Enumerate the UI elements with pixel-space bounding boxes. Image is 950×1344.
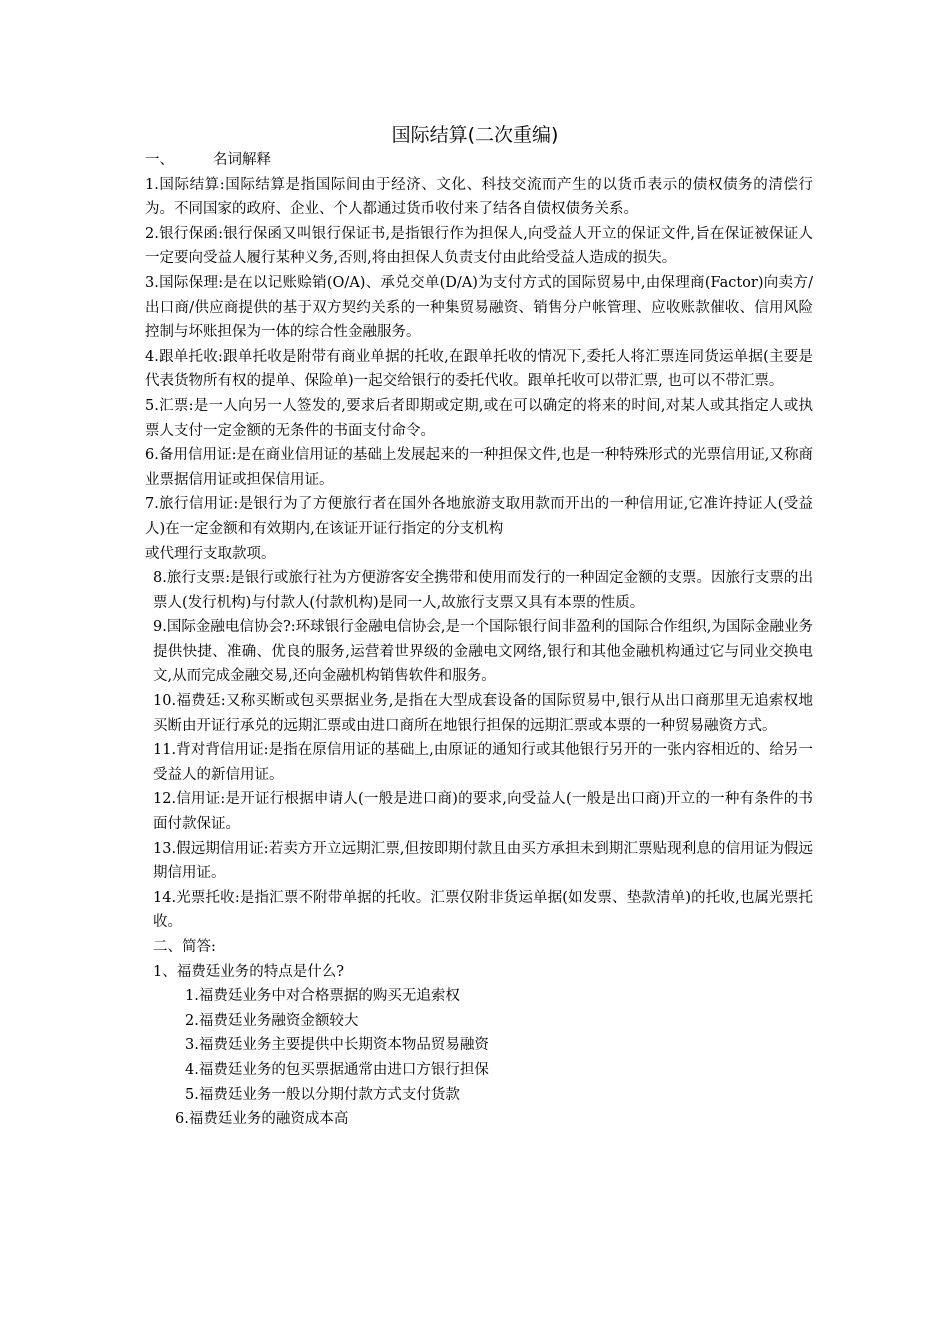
section-label: 名词解释 <box>213 152 271 168</box>
term-paragraph: 3.国际保理:是在以记账赊销(O/A)、承兑交单(D/A)为支付方式的国际贸易中,由保理商(Factor)向卖方/出口商/供应商提供的基于双方契约关系的一种集贸易融资、销售分户帐管理、应收账款催收、信用风险控制与坏账担保为一体的综合性金融服务。 <box>145 274 813 341</box>
answer-item: 4.福费廷业务的包买票据通常由进口方银行担保 <box>185 1061 489 1078</box>
document-title: 国际结算(二次重编) <box>391 124 559 146</box>
question-1: 1、福费廷业务的特点是什么? <box>153 963 344 980</box>
term-paragraph: 11.背对背信用证:是指在原信用证的基础上,由原证的通知行或其他银行另开的一张内容相近的、给另一受益人的新信用证。 <box>153 742 813 783</box>
term-paragraph: 12.信用证:是开证行根据申请人(一般是进口商)的要求,向受益人(一般是出口商)开立的一种有条件的书面付款保证。 <box>153 791 813 833</box>
term-paragraph: 9.国际金融电信协会?:环球银行金融电信协会,是一个国际银行间非盈利的国际合作组织,为国际金融业务提供快捷、准确、优良的服务,运营着世界级的金融电文网络,银行和其他金融机构通过它与同业交换电文,从而完成金融交易,还向金融机构销售软件和服务。 <box>153 619 813 685</box>
term-7-line-2: 或代理行支取款项。 <box>145 545 276 562</box>
term-paragraph: 10.福费廷:又称买断或包买票据业务,是指在大型成套设备的国际贸易中,银行从出口商那里无追索权地买断由开证行承兑的远期汇票或由进口商所在地银行担保的远期汇票或本票的一种贸易融资方式。 <box>153 693 813 734</box>
answer-item: 1.福费廷业务中对合格票据的购买无追索权 <box>185 988 460 1005</box>
term-paragraph-7 <box>145 492 813 566</box>
term-paragraph: 6.备用信用证:是在商业信用证的基础上发展起来的一种担保文件,也是一种特殊形式的光票信用证,又称商业票据信用证或担保信用证。 <box>145 447 813 488</box>
document-body <box>145 148 813 1132</box>
term-paragraph: 5.汇票:是一人向另一人签发的,要求后者即期或定期,或在可以确定的将来的时间,对某人或其指定人或执票人支付一定金额的无条件的书面支付命令。 <box>145 397 813 439</box>
term-paragraph: 4.跟单托收:跟单托收是附带有商业单据的托收,在跟单托收的情况下,委托人将汇票连同货运单据(主要是代表货物所有权的提单、保险单)一起交给银行的委托代收。跟单托收可以带汇票, 也可以不带汇票。 <box>145 348 813 390</box>
answer-item: 3.福费廷业务主要提供中长期资本物品贸易融资 <box>185 1037 489 1054</box>
term-paragraph: 13.假远期信用证:若卖方开立远期汇票,但按即期付款且由买方承担未到期汇票贴现利息的信用证为假远期信用证。 <box>153 840 813 882</box>
section-heading-short-answer: 二、简答: <box>153 939 216 955</box>
term-paragraph: 2.银行保函:银行保函又叫银行保证书,是指银行作为担保人,向受益人开立的保证文件,旨在保证被保证人一定要向受益人履行某种义务,否则,将由担保人负责支付由此给受益人造成的损失。 <box>145 225 813 267</box>
section-heading-definitions <box>145 148 813 173</box>
answer-item-6: 6.福费廷业务的融资成本高 <box>175 1111 349 1128</box>
term-paragraph: 1.国际结算:国际结算是指国际间由于经济、文化、科技交流而产生的以货币表示的债权债务的清偿行为。不同国家的政府、企业、个人都通过货币收付来了结各自债权债务关系。 <box>145 176 813 218</box>
section-number: 一、 <box>145 152 174 168</box>
answer-item: 2.福费廷业务融资金额较大 <box>185 1012 359 1029</box>
term-paragraph: 8.旅行支票:是银行或旅行社为方便游客安全携带和使用而发行的一种固定金额的支票。因旅行支票的出票人(发行机构)与付款人(付款机构)是同一人,故旅行支票又具有本票的性质。 <box>153 570 813 611</box>
term-7-line-1: 7.旅行信用证:是银行为了方便旅行者在国外各地旅游支取用款而开出的一种信用证,它准许持证人(受益人)在一定金额和有效期内,在该证开证行指定的分支机构 <box>145 496 813 537</box>
answer-item: 5.福费廷业务一般以分期付款方式支付货款 <box>185 1086 460 1103</box>
term-paragraph: 14.光票托收:是指汇票不附带单据的托收。汇票仅附非货运单据(如发票、垫款清单)的托收,也属光票托收。 <box>153 889 813 931</box>
